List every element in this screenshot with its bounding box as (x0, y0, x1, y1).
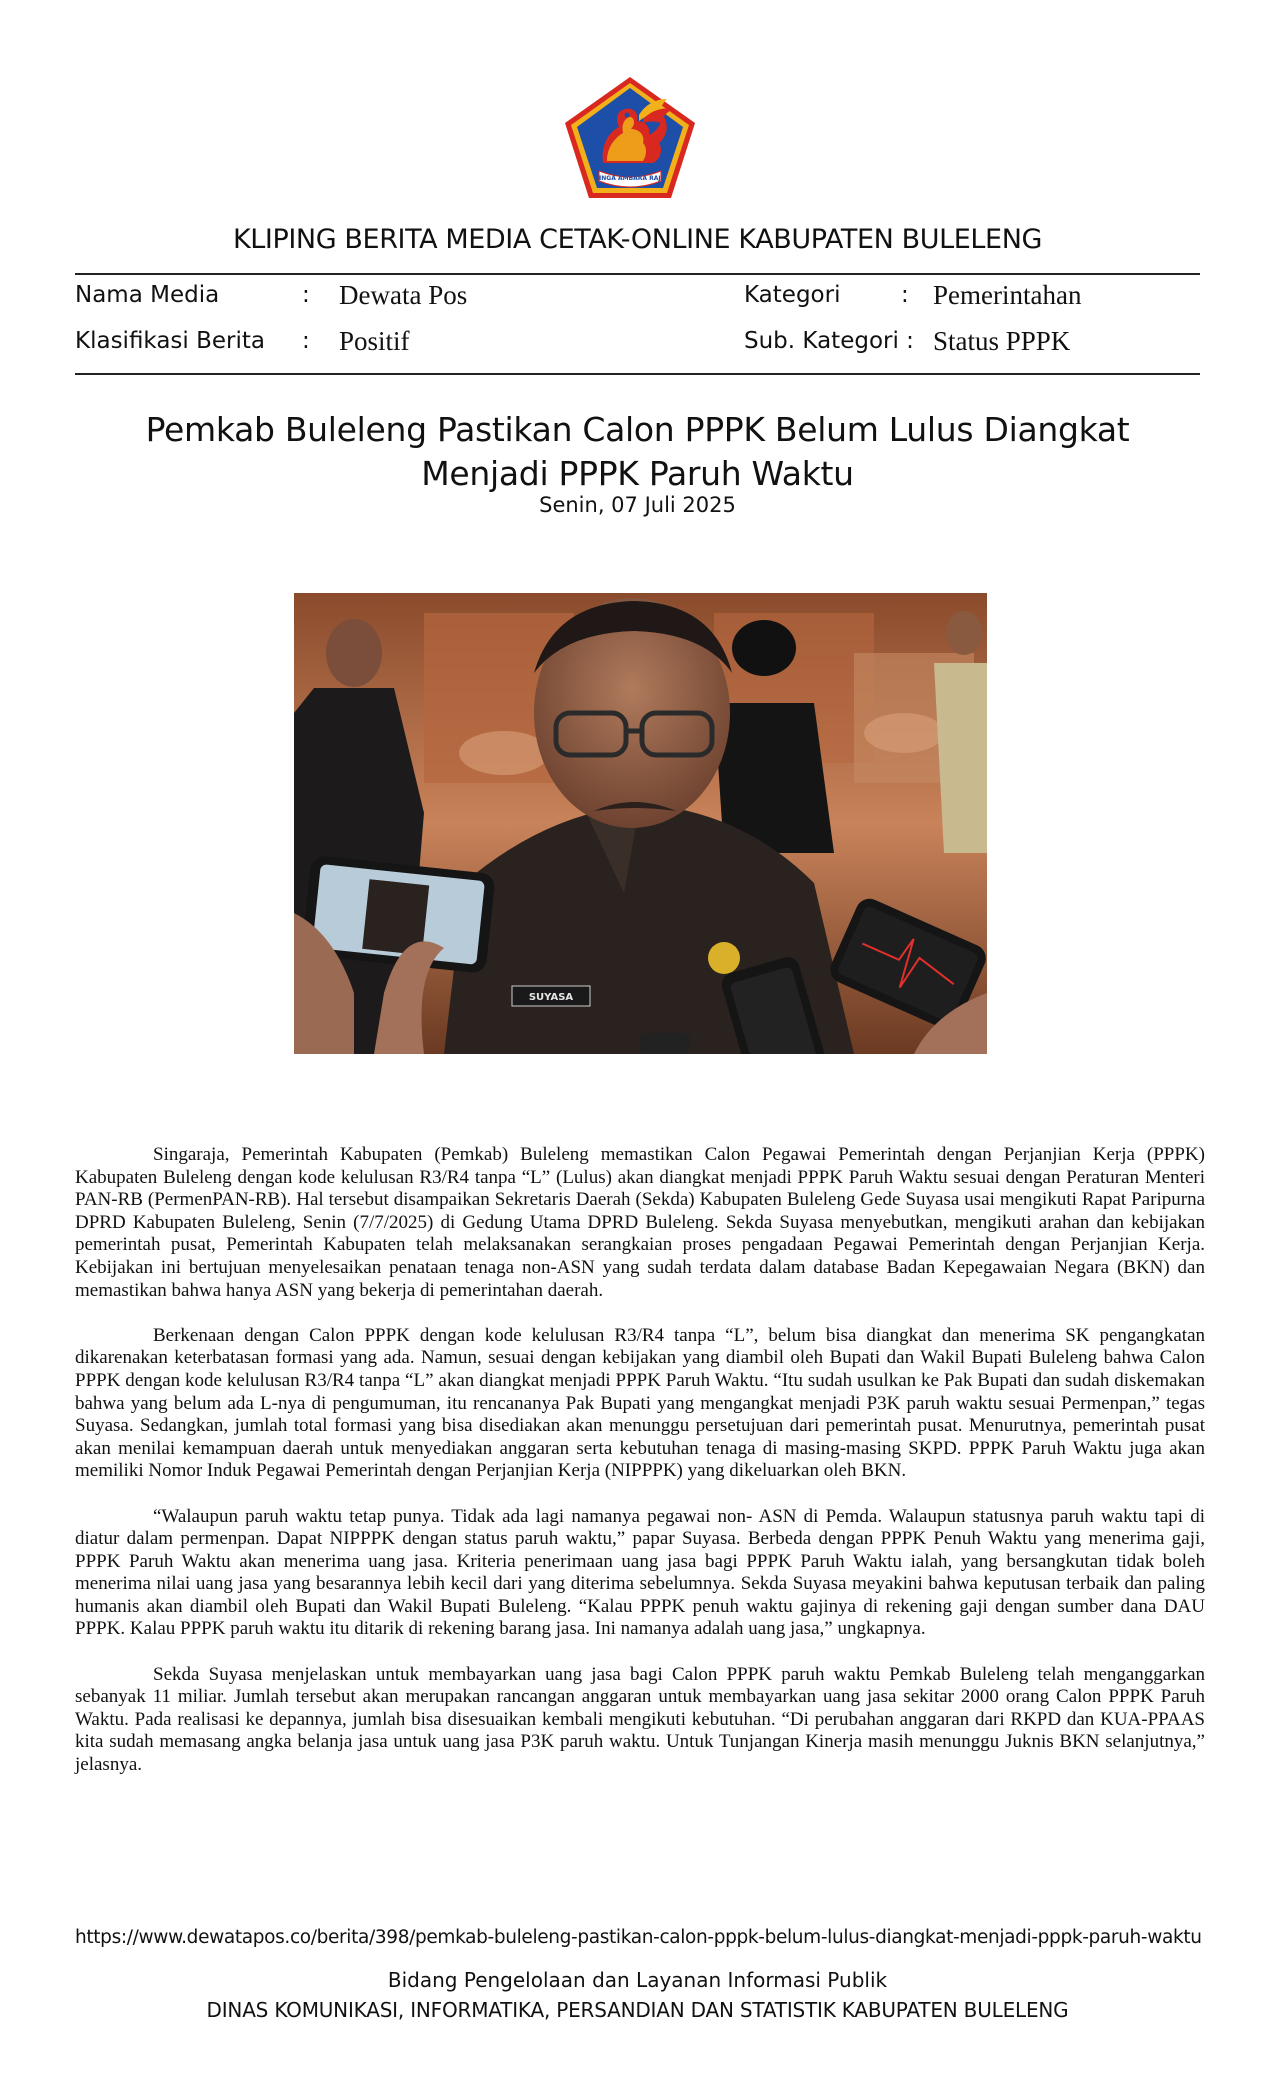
category-label: Kategori (744, 282, 841, 308)
media-name-colon: : (302, 282, 310, 308)
media-name-label: Nama Media (75, 282, 220, 308)
article-headline: Pemkab Buleleng Pastikan Calon PPPK Belum Lulus Diangkat Menjadi PPPK Paruh Waktu (145, 410, 1130, 493)
source-link[interactable]: https://www.dewatapos.co/berita/398/pemkab-buleleng-pastikan-calon-pppk-belum-lulus-diangkat-menjadi-pppk-paruh-waktu (75, 1927, 1202, 1948)
article-body (75, 1144, 1205, 1799)
article-photo (294, 593, 987, 1054)
classification-label: Klasifikasi Berita (75, 328, 266, 354)
category-value: Pemerintahan (933, 280, 1082, 310)
article-date: Senin, 07 Juli 2025 (539, 493, 736, 517)
emblem-motto: SINGA AMBARA RAJA (594, 175, 666, 182)
classification-value: Positif (339, 326, 410, 356)
subcategory-label: Sub. Kategori : (744, 328, 914, 354)
header-bottom-rule (75, 373, 1200, 375)
media-name-value: Dewata Pos (339, 280, 468, 310)
clipping-header-title: KLIPING BERITA MEDIA CETAK-ONLINE KABUPATEN BULELENG (232, 224, 1043, 255)
subcategory-value: Status PPPK (933, 326, 1071, 356)
header-top-rule (75, 273, 1200, 275)
article-paragraph: Singaraja, Pemerintah Kabupaten (Pemkab) Buleleng memastikan Calon Pegawai Pemerintah dengan Perjanjian Kerja (PPPK) Kabupaten Buleleng dengan kode kelulusan R3/R4 tanpa “L” (Lulus) akan diangkat menjadi PPPK Paruh Waktu sesuai dengan Peraturan Menteri PAN-RB (PermenPAN-RB). Hal tersebut disampaikan Sekretaris Daerah (Sekda) Kabupaten Buleleng Gede Suyasa usai mengikuti Rapat Paripurna DPRD Kabupaten Buleleng, Senin (7/7/2025) di Gedung Utama DPRD Buleleng. Sekda Suyasa menyebutkan, mengikuti arahan dan kebijakan pemerintah pusat, Pemerintah Kabupaten telah melaksanakan serangkaian proses pengadaan Pegawai Pemerintah dengan Perjanjian Kerja. Kebijakan ini bertujuan menyelesaikan penataan tenaga non-ASN yang sudah terdata dalam database Badan Kepegawaian Negara (BKN) dan memastikan bahwa hanya ASN yang bekerja di pemerintahan daerah. (75, 1144, 1205, 1301)
article-paragraph: Sekda Suyasa menjelaskan untuk membayarkan uang jasa bagi Calon PPPK paruh waktu Pemkab Buleleng telah menganggarkan sebanyak 11 miliar. Jumlah tersebut akan merupakan rancangan anggaran untuk membayarkan uang jasa sekitar 2000 orang Calon PPPK Paruh Waktu. Pada realisasi ke depannya, jumlah bisa disesuaikan kembali mengikuti kebutuhan. “Di perubahan anggaran dari RKPD dan KUA-PPAAS kita sudah memasang angka belanja jasa untuk uang jasa P3K paruh waktu. Untuk Tunjangan Kinerja masih menunggu Juknis BKN selanjutnya,” jelasnya. (75, 1663, 1205, 1776)
article-paragraph: Berkenaan dengan Calon PPPK dengan kode kelulusan R3/R4 tanpa “L”, belum bisa diangkat dan menerima SK pengangkatan dikarenakan keterbatasan formasi yang ada. Namun, sesuai dengan kebijakan yang diambil oleh Bupati dan Wakil Bupati Buleleng bahwa Calon PPPK dengan kode kelulusan R3/R4 tanpa “L” akan diangkat menjadi PPPK Paruh Waktu. “Itu sudah usulkan ke Pak Bupati dan sudah diskemakan bahwa yang belum ada L-nya di pengumuman, itu rencananya Pak Bupati yang mengangkat menjadi P3K paruh waktu sesuai Permenpan,” tegas Suyasa. Sedangkan, jumlah total formasi yang bisa disediakan akan menunggu persetujuan dari pemerintah pusat. Menurutnya, pemerintah pusat akan menilai kemampuan daerah untuk menyediakan anggaran serta kebutuhan tenaga di masing-masing SKPD. PPPK Paruh Waktu juga akan memiliki Nomor Induk Pegawai Pemerintah dengan Perjanjian Kerja (NIPPPK) yang dikeluarkan oleh BKN. (75, 1324, 1205, 1482)
category-colon: : (901, 282, 909, 308)
footer-department: Bidang Pengelolaan dan Layanan Informasi Publik (387, 1968, 888, 1992)
footer-agency: DINAS KOMUNIKASI, INFORMATIKA, PERSANDIAN DAN STATISTIK KABUPATEN BULELENG (206, 1998, 1069, 2022)
buleleng-regency-emblem (563, 75, 697, 200)
photo-name-tag: SUYASA (528, 992, 574, 1003)
article-paragraph: “Walaupun paruh waktu tetap punya. Tidak ada lagi namanya pegawai non- ASN di Pemda. Walaupun statusnya paruh waktu tapi di diatur dalam permenpan. Dapat NIPPPK dengan status paruh waktu,” papar Suyasa. Berbeda dengan PPPK Penuh Waktu yang menerima gaji, PPPK Paruh Waktu akan menerima uang jasa. Kriteria penerimaan uang jasa bagi PPPK Paruh Waktu ialah, yang bersangkutan tidak boleh menerima nilai uang jasa yang besarannya lebih kecil dari yang diterima sebelumnya. Sekda Suyasa meyakini bahwa keputusan terbaik dan paling humanis akan diambil oleh Bupati dan Wakil Bupati Buleleng. “Kalau PPPK penuh waktu gajinya di rekening gaji dengan sumber dana DAU PPPK. Kalau PPPK paruh waktu itu ditarik di rekening barang jasa. Ini namanya adalah uang jasa,” ungkapnya. (75, 1505, 1205, 1640)
classification-colon: : (302, 328, 310, 354)
